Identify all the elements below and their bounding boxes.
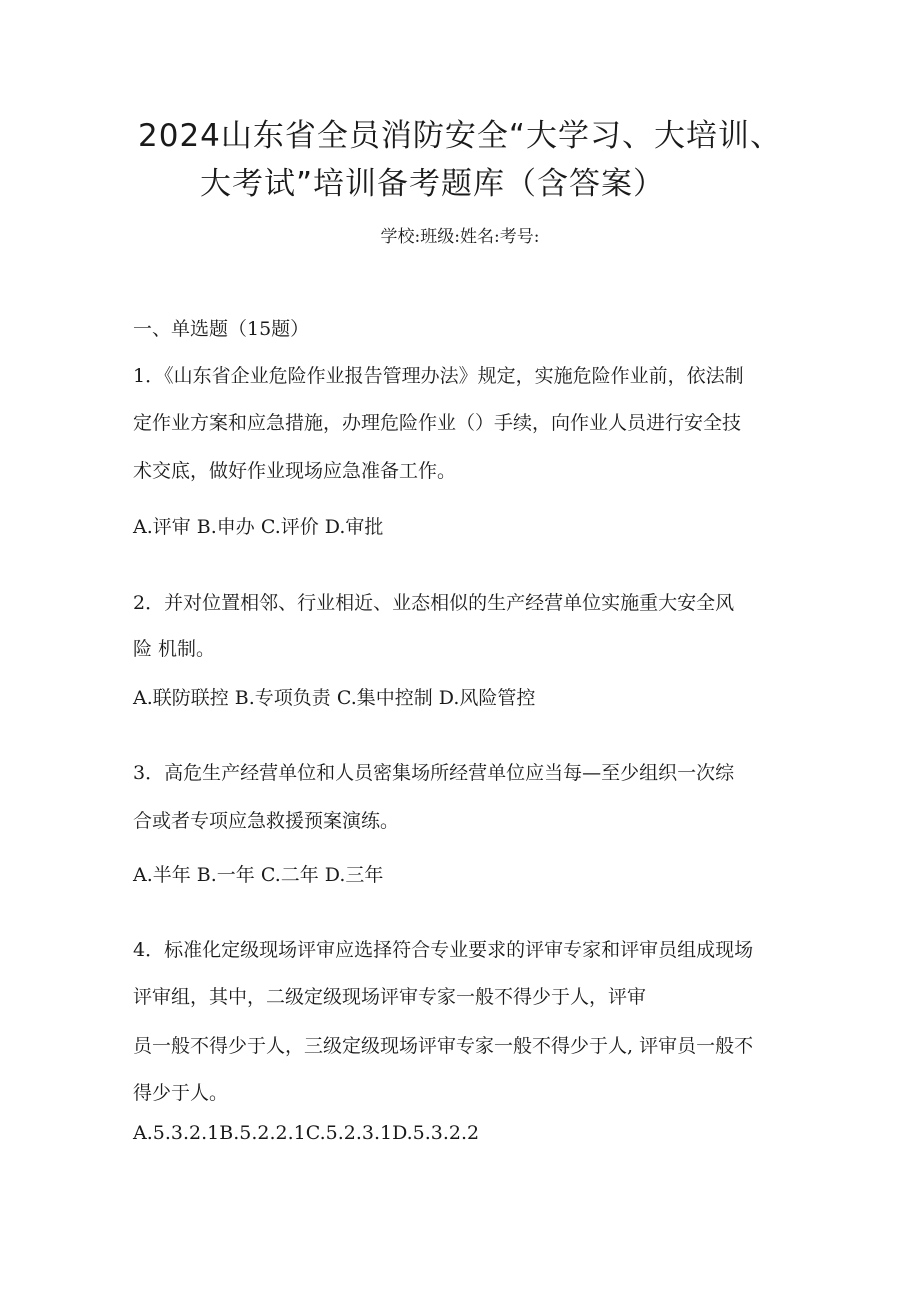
question-2-line-1: 2．并对位置相邻、行业相近、业态相似的生产经营单位实施重大安全风 <box>133 592 735 614</box>
question-1-options: A.评审 B.申办 C.评价 D.审批 <box>133 516 384 538</box>
question-3-line-2: 合或者专项应急救援预案演练。 <box>133 810 400 832</box>
question-3-line-1: 3．高危生产经营单位和人员密集场所经营单位应当每—至少组织一次综 <box>133 762 735 784</box>
question-2-options: A.联防联控 B.专项负责 C.集中控制 D.风险管控 <box>133 687 536 709</box>
question-4-line-3: 员一般不得少于人，三级定级现场评审专家一般不得少于人, 评审员一般不 <box>133 1035 754 1057</box>
question-3-options: A.半年 B.一年 C.二年 D.三年 <box>133 864 384 886</box>
document-title-line-2: 大考试”培训备考题库（含答案） <box>200 166 666 202</box>
question-4-line-2: 评审组，其中，二级定级现场评审专家一般不得少于人，评审 <box>133 986 647 1008</box>
question-1-line-3: 术交底，做好作业现场应急准备工作。 <box>133 460 457 482</box>
question-4-line-4: 得少于人。 <box>133 1082 229 1104</box>
question-2-line-2: 险 机制。 <box>133 638 216 660</box>
question-4-line-1: 4．标准化定级现场评审应选择符合专业要求的评审专家和评审员组成现场 <box>133 939 754 961</box>
question-1-line-2: 定作业方案和应急措施，办理危险作业（）手续，向作业人员进行安全技 <box>133 412 742 434</box>
student-info-line: 学校:班级:姓名:考号: <box>380 227 540 247</box>
document-title-line-1: 2024山东省全员消防安全“大学习、大培训、 <box>138 118 782 154</box>
question-1-line-1: 1．《山东省企业危险作业报告管理办法》规定，实施危险作业前，依法制 <box>133 365 744 387</box>
section-heading: 一、单选题（15题） <box>133 318 310 340</box>
question-4-options: A.5.3.2.1B.5.2.2.1C.5.2.3.1D.5.3.2.2 <box>133 1122 480 1144</box>
